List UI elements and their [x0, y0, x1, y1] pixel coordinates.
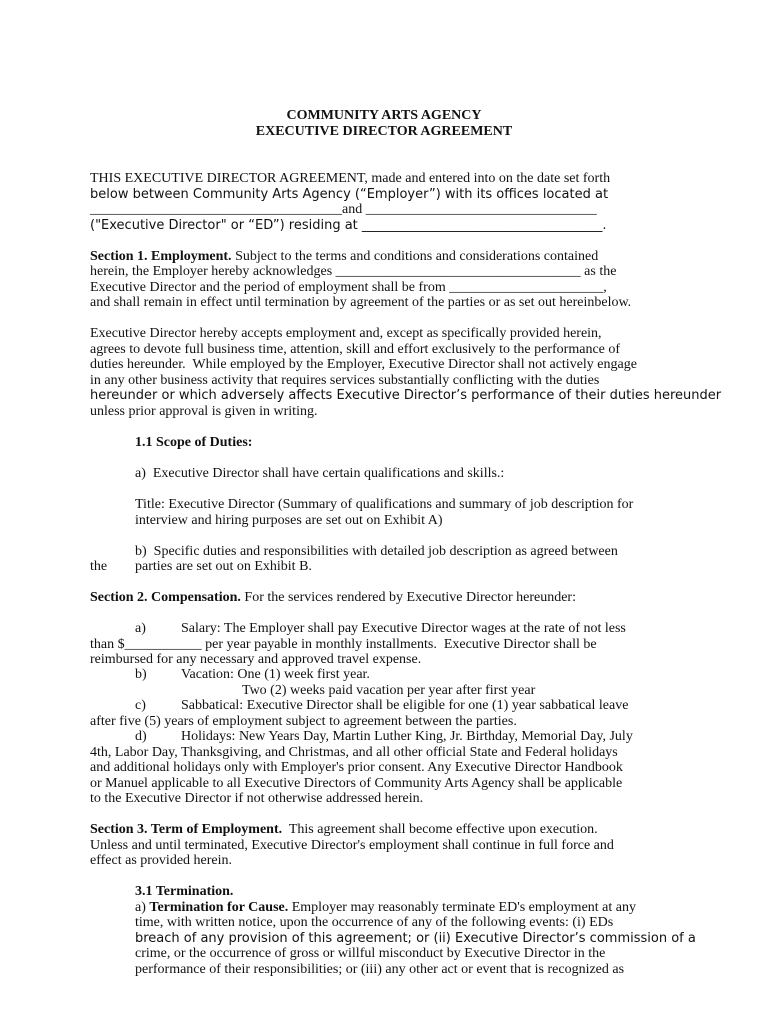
section-2-line [90, 590, 576, 605]
section-1-line-1 [90, 249, 598, 264]
scope-title-line-2: interview and hiring purposes are set out on Exhibit A) [135, 513, 443, 528]
holidays-line-5: to the Executive Director if not otherwise addressed herein. [90, 791, 424, 806]
section-3-text: This agreement shall become effective upon execution. [282, 822, 598, 837]
holidays-line-2: 4th, Labor Day, Thanksgiving, and Christmas, and all other official State and Federal holidays [90, 745, 618, 760]
intro-line-3: ____________________________________and _________________________________ [90, 202, 597, 217]
title-line-1: COMMUNITY ARTS AGENCY [286, 108, 482, 123]
salary-label: a) [135, 621, 146, 636]
section-2-text: For the services rendered by Executive Director hereunder: [240, 590, 576, 605]
termination-a-prefix: a) [135, 900, 150, 915]
section-1-heading: Section 1. Employment. [90, 249, 232, 264]
termination-a-line-4: crime, or the occurrence of gross or willful misconduct by Executive Director in the [135, 946, 606, 961]
holidays-line-1: Holidays: New Years Day, Martin Luther King, Jr. Birthday, Memorial Day, July [181, 729, 633, 744]
termination-a-line-2: time, with written notice, upon the occurrence of any of the following events: (i) EDs [135, 915, 614, 930]
sabbatical-label: c) [135, 698, 146, 713]
intro-line-1: THIS EXECUTIVE DIRECTOR AGREEMENT, made and entered into on the date set forth [90, 171, 611, 186]
title-line-2: EXECUTIVE DIRECTOR AGREEMENT [255, 124, 513, 139]
para-2-line-4: in any other business activity that requires services substantially conflicting with the duties [90, 373, 600, 388]
termination-a-line-1 [135, 900, 636, 915]
intro-line-2: below between Community Arts Agency (“Employer”) with its offices located at [90, 187, 609, 202]
scope-b-line-2: parties are set out on Exhibit B. [135, 559, 312, 574]
salary-line-1: Salary: The Employer shall pay Executive Director wages at the rate of not less [181, 621, 626, 636]
scope-title-line-1: Title: Executive Director (Summary of qualifications and summary of job description for [135, 497, 634, 512]
salary-line-3: reimbursed for any necessary and approved travel expense. [90, 652, 422, 667]
holidays-label: d) [135, 729, 147, 744]
para-2-line-3: duties hereunder. While employed by the Employer, Executive Director shall not actively engage [90, 357, 637, 372]
section-1-text: Subject to the terms and conditions and considerations contained [231, 249, 599, 264]
section-2-heading: Section 2. Compensation. [90, 590, 241, 605]
vacation-line-2: Two (2) weeks paid vacation per year after first year [242, 683, 536, 698]
termination-a-line-3: breach of any provision of this agreement; or (ii) Executive Director’s commission of a [135, 931, 696, 946]
scope-heading: 1.1 Scope of Duties: [135, 435, 253, 450]
termination-heading: 3.1 Termination. [135, 884, 234, 899]
section-1-line-3: Executive Director and the period of employment shall be from ______________________, [90, 280, 607, 295]
termination-a-line-5: performance of their responsibilities; or (iii) any other act or event that is recognized as [135, 962, 625, 977]
para-2-line-5: hereunder or which adversely affects Executive Director’s performance of their duties hereunder [90, 388, 722, 403]
termination-a-text: Employer may reasonably terminate ED's employment at any [288, 900, 636, 915]
para-2-line-2: agrees to devote full business time, attention, skill and effort exclusively to the performance of [90, 342, 621, 357]
scope-b-line-1: b) Specific duties and responsibilities with detailed job description as agreed between [135, 544, 618, 559]
section-1-line-4: and shall remain in effect until termination by agreement of the parties or as set out hereinbelow. [90, 295, 632, 310]
section-3-heading: Section 3. Term of Employment. [90, 822, 283, 837]
para-2-line-6: unless prior approval is given in writing. [90, 404, 318, 419]
salary-line-2: than $___________ per year payable in monthly installments. Executive Director shall be [90, 637, 597, 652]
para-2-line-1: Executive Director hereby accepts employment and, except as specifically provided herein, [90, 326, 602, 341]
section-3-line-2: Unless and until terminated, Executive Director's employment shall continue in full force and [90, 838, 614, 853]
section-3-line-1 [90, 822, 598, 837]
scope-a: a) Executive Director shall have certain qualifications and skills.: [135, 466, 505, 481]
sabbatical-line-2: after five (5) years of employment subject to agreement between the parties. [90, 714, 517, 729]
scope-b-the: the [90, 559, 108, 574]
section-1-line-2: herein, the Employer hereby acknowledges ___________________________________ as the [90, 264, 617, 279]
vacation-line-1: Vacation: One (1) week first year. [181, 667, 370, 682]
sabbatical-line-1: Sabbatical: Executive Director shall be eligible for one (1) year sabbatical leave [181, 698, 629, 713]
holidays-line-3: and additional holidays only with Employer's prior consent. Any Executive Director Handbook [90, 760, 623, 775]
section-3-line-3: effect as provided herein. [90, 853, 233, 868]
holidays-line-4: or Manuel applicable to all Executive Directors of Community Arts Agency shall be applicable [90, 776, 623, 791]
termination-for-cause-heading: Termination for Cause. [149, 900, 289, 915]
vacation-label: b) [135, 667, 147, 682]
intro-line-4: ("Executive Director" or “ED”) residing at _____________________________________. [90, 218, 607, 233]
